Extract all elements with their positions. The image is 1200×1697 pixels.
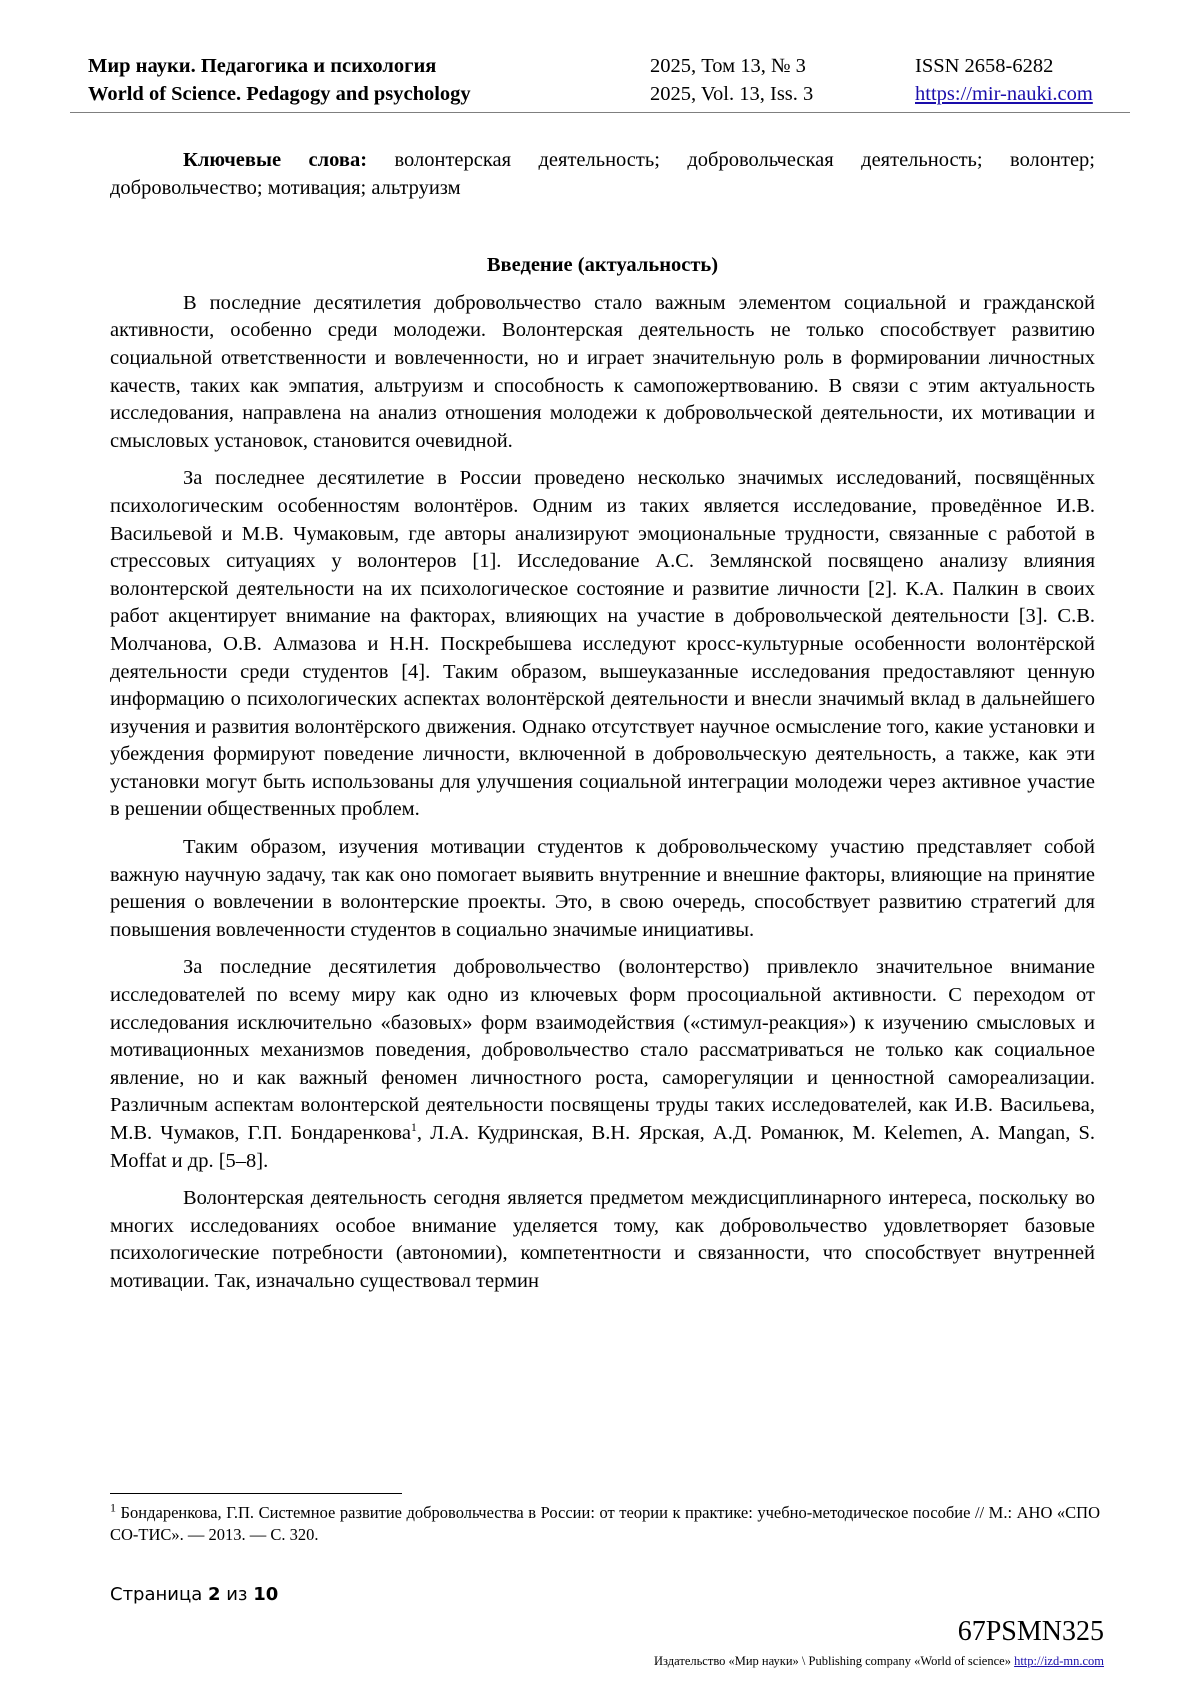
paragraph-1: В последние десятилетия добровольчество стало важным элементом социальной и гражданской активности, особенно среди молодежи. Волонтерская деятельность не только способствует развитию социальной ответственности и вовлеченности, но и играет значительную роль в формировании личностных качеств, таких как эмпатия, альтруизм и способность к самопожертвованию. В связи с этим актуальность исследования, направлена на анализ отношения молодежи к добровольческой деятельности, их мотивации и смысловых установок, становится очевидной. (110, 291, 1095, 452)
paragraph-5: Волонтерская деятельность сегодня является предметом междисциплинарного интереса, поскольку во многих исследованиях особое внимание уделяется тому, как добровольчество удовлетворяет базовые психологические потребности (автономии), компетентности и связанности, что способствует внутренней мотивации. Так, изначально существовал термин (110, 1187, 1095, 1292)
keywords (110, 147, 1095, 202)
issue-en: 2025, Vol. 13, Iss. 3 (650, 83, 814, 105)
page-number (110, 1584, 278, 1605)
journal-title-ru: Мир науки. Педагогика и психология (88, 55, 437, 77)
article-body (110, 147, 1095, 1296)
issue-ru: 2025, Том 13, № 3 (650, 55, 806, 77)
journal-title-block (88, 52, 471, 108)
paragraph-2: За последнее десятилетие в России проведено несколько значимых исследований, посвящённых психологическим особенностям волонтёров. Одним из таких является исследование, проведённое И.В. Васильевой и М.В. Чумаковым, где авторы анализируют эмоциональные трудности, связанные с работой в стрессовых ситуациях у волонтеров [1]. Исследование А.С. Землянской посвящено анализу влияния волонтерской деятельности на их психологическое состояние и развитие личности [2]. К.А. Палкин в своих работ акцентирует внимание на факторах, влияющих на участие в добровольческой деятельности [3]. С.В. Молчанова, О.В. Алмазова и Н.Н. Поскребышева исследуют кросс-культурные особенности волонтёрской деятельности среди студентов [4]. Таким образом, вышеуказанные исследования предоставляют ценную информацию о психологических аспектах волонтёрской деятельности и внесли значимый вклад в дальнейшего изучения и развития волонтёрского движения. Однако отсутствует научное осмысление того, какие установки и убеждения формируют поведение личности, включенной в добровольческую деятельность, а также, как эти установки могут быть использованы для улучшения социальной интеграции молодежи через активное участие в решении общественных проблем. (110, 467, 1095, 821)
keywords-text: волонтерская деятельность; добровольческая деятельность; волонтер; добровольчество; мотивация; альтруизм (110, 149, 1096, 199)
article-code: 67PSMN325 (957, 1616, 1104, 1647)
paragraph-4-part-2: , Л.А. Кудринская, В.Н. Ярская, А.Д. Романюк, M. Kelemen, A. Mangan, S. Moffat и др. [5–8]. (110, 1122, 1095, 1172)
issue-block (650, 52, 813, 108)
journal-title-en: World of Science. Pedagogy and psychology (88, 83, 471, 105)
paragraph-4 (110, 954, 1095, 1175)
footnote-divider (110, 1493, 402, 1494)
footnote-reference[interactable]: 1 (410, 1120, 417, 1135)
page-prefix: Страница (110, 1584, 208, 1605)
page-current: 2 (207, 1584, 221, 1605)
paragraph-3: Таким образом, изучения мотивации студентов к добровольческому участию представляет собой важную научную задачу, так как оно помогает выявить внутренние и внешние факторы, влияющие на принятие решения о вовлечении в волонтерские проекты. Это, в свою очередь, способствует развитию стратегий для повышения вовлеченности студентов в социально значимые инициативы. (110, 836, 1095, 941)
page-total: 10 (253, 1584, 279, 1605)
section-title: Введение (актуальность) (486, 254, 719, 277)
journal-site-link[interactable]: https://mir-nauki.com (915, 83, 1093, 105)
journal-header (70, 52, 1130, 112)
issn: ISSN 2658-6282 (915, 55, 1054, 77)
footnote-text: Бондаренкова, Г.П. Системное развитие добровольчества в России: от теории к практике: учебно-методическое пособие // М.: АНО «СПО СО-ТИС». — 2013. — С. 320. (110, 1503, 1100, 1544)
publisher-line (654, 1654, 1104, 1669)
issn-block (915, 52, 1093, 108)
page-middle: из (220, 1584, 254, 1605)
keywords-label: Ключевые слова: (183, 149, 368, 171)
footnote (110, 1502, 1100, 1546)
publisher-link[interactable]: http://izd-mn.com (1014, 1654, 1104, 1668)
footnote-mark: 1 (110, 1500, 116, 1515)
paragraph-4-part-1: За последние десятилетия добровольчество (волонтерство) привлекло значительное внимание исследователей по всему миру как одно из ключевых форм просоциальной активности. С переходом от исследования исключительно «базовых» форм взаимодействия («стимул-реакция») к изучению смысловых и мотивационных механизмов поведения, добровольчество стало рассматриваться не только как социальное явление, но и как важный феномен личностного роста, саморегуляции и ценностной самореализации. Различным аспектам волонтерской деятельности посвящены труды таких исследователей, как И.В. Васильева, М.В. Чумаков, Г.П. Бондаренкова (110, 956, 1095, 1144)
publisher-text: Издательство «Мир науки» \ Publishing company «World of science» (654, 1654, 1015, 1668)
header-divider (70, 112, 1130, 113)
